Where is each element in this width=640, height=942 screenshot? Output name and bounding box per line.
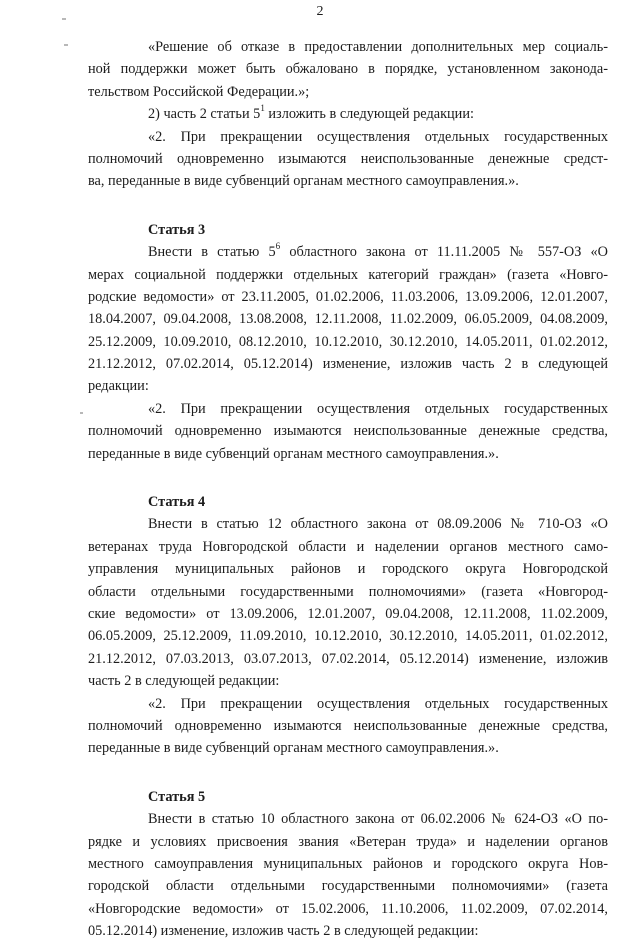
text-line: местного самоуправления муниципальных районов и городского округа Нов- [88, 855, 608, 872]
text-line: рядке и условиях присвоения звания «Ветеран труда» и наделении органов [88, 833, 608, 850]
text-line: Внести в статью 12 областного закона от 08.09.2006 № 710-ОЗ «О [148, 516, 608, 533]
text-line: Внести в статью 10 областного закона от 06.02.2006 № 624-ОЗ «О по- [148, 811, 608, 828]
text-line: области отдельными государственными полномочиями» (газета «Новгород- [88, 583, 608, 600]
text-line: часть 2 в следующей редакции: [88, 673, 280, 690]
text-line: родские ведомости» от 23.11.2005, 01.02.2006, 11.03.2006, 13.09.2006, 12.01.2007, [88, 288, 608, 305]
text-line: ва, переданные в виде субвенций органам местного самоуправления.». [88, 173, 519, 190]
text-line: ной поддержки может быть обжаловано в порядке, установленном законода- [88, 61, 608, 78]
superscript: 1 [260, 103, 265, 114]
text-line: «2. При прекращении осуществления отдельных государственных [148, 400, 608, 417]
text-line: 05.12.2014) изменение, изложив часть 2 в следующей редакции: [88, 923, 479, 940]
text-line: 18.04.2007, 09.04.2008, 13.08.2008, 12.11.2008, 11.02.2009, 06.05.2009, 04.08.2009, [88, 311, 608, 328]
text-line: 25.12.2009, 10.09.2010, 08.12.2010, 10.12.2010, 30.12.2010, 14.05.2011, 01.02.2012, [88, 333, 608, 350]
text-span: областного закона от 11.11.2005 № 557-ОЗ «О [280, 244, 609, 261]
text-line: «Решение об отказе в предоставлении дополнительных мер социаль- [148, 39, 608, 55]
scan-speck [64, 44, 68, 46]
scan-speck [62, 18, 66, 20]
text-line: «Новгородские ведомости» от 15.02.2006, 11.10.2006, 11.02.2009, 07.02.2014, [88, 900, 608, 917]
text-line: полномочий одновременно изымаются неиспользованные денежные средства, [88, 423, 608, 440]
document-body [88, 36, 608, 942]
article-3-first-line [88, 241, 608, 263]
text-span: Внести в статью 5 [148, 244, 276, 261]
text-line: полномочий одновременно изымаются неиспользованные денежные средст- [88, 150, 608, 167]
text-span: 2) часть 2 статьи 5 [148, 106, 261, 123]
text-line: 21.12.2012, 07.03.2013, 03.07.2013, 07.02.2014, 05.12.2014) изменение, изложив [88, 650, 608, 667]
text-line: переданные в виде субвенций органам местного самоуправления.». [88, 740, 499, 757]
item-2-line [88, 103, 608, 125]
text-line: «2. При прекращении осуществления отдельных государственных [148, 695, 608, 712]
article-3-heading: Статья 3 [148, 221, 206, 238]
text-line: 21.12.2012, 07.02.2014, 05.12.2014) изменение, изложив часть 2 в следующей [88, 356, 608, 373]
text-line: полномочий одновременно изымаются неиспользованные денежные средства, [88, 717, 608, 734]
text-line: городской области отдельными государственными полномочиями» (газета [88, 878, 608, 895]
text-line: управления муниципальных районов и городского округа Новгородской [88, 561, 608, 578]
text-line: 06.05.2009, 25.12.2009, 11.09.2010, 10.12.2010, 30.12.2010, 14.05.2011, 01.02.2012, [88, 628, 608, 645]
article-5-heading: Статья 5 [148, 788, 206, 805]
text-line: ские ведомости» от 13.09.2006, 12.01.2007, 09.04.2008, 12.11.2008, 11.02.2009, [88, 605, 608, 622]
text-line: тельством Российской Федерации.»; [88, 83, 310, 100]
article-4-heading: Статья 4 [148, 494, 206, 511]
superscript: 6 [275, 241, 281, 252]
page-number: 2 [316, 4, 324, 19]
text-span: изложить в следующей редакции: [264, 106, 474, 123]
text-line: ветеранах труда Новгородской области и наделении органов местного само- [88, 538, 608, 555]
scan-speck [80, 412, 83, 414]
text-line: «2. При прекращении осуществления отдельных государственных [148, 128, 608, 145]
text-line: редакции: [88, 378, 149, 395]
text-line: мерах социальной поддержки отдельных категорий граждан» (газета «Новго- [88, 266, 608, 283]
text-line: переданные в виде субвенций органам местного самоуправления.». [88, 445, 499, 462]
